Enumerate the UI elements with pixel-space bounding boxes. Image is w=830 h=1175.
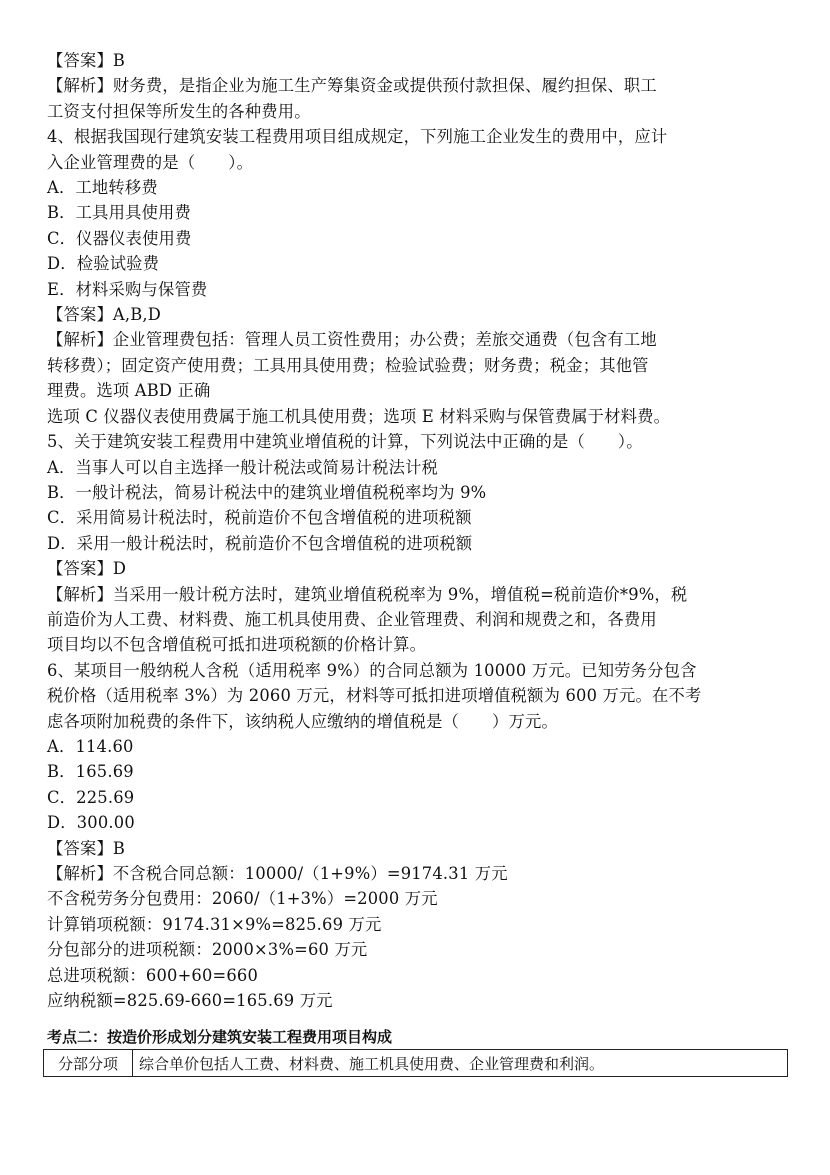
table-content-cell: 综合单价包括人工费、材料费、施工机具使用费、企业管理费和利润。: [133, 1050, 788, 1077]
q4-option-d: D．检验试验费: [47, 254, 160, 274]
cost-composition-table: [43, 1049, 788, 1077]
analysis-6-line-2: 不含税劳务分包费用：2060/（1+3%）=2000 万元: [47, 889, 438, 909]
analysis-4-line-4: 选项 C 仪器仪表使用费属于施工机具使用费；选项 E 材料采购与保管费属于材料费。: [47, 406, 671, 426]
spacer: [47, 1013, 787, 1025]
q4-option-c: C．仪器仪表使用费: [47, 228, 192, 248]
table-row: [44, 1050, 788, 1077]
document-page: [47, 48, 787, 1077]
analysis-6-line-6: 应纳税额=825.69-660=165.69 万元: [47, 991, 333, 1011]
analysis-5-line-3: 项目均以不包含增值税可抵扣进项税额的价格计算。: [47, 635, 427, 655]
analysis-4-line-1: 【解析】企业管理费包括：管理人员工资性费用；办公费；差旅交通费（包含有工地: [47, 330, 657, 350]
q4-option-e: E．材料采购与保管费: [47, 279, 208, 299]
q4-option-a: A．工地转移费: [47, 178, 158, 198]
q4-option-b: B．工具用具使用费: [47, 203, 192, 223]
analysis-4-line-3: 理费。选项 ABD 正确: [47, 381, 211, 401]
q5-option-d: D．采用一般计税法时，税前造价不包含增值税的进项税额: [47, 533, 473, 553]
analysis-6-line-3: 计算销项税额：9174.31×9%=825.69 万元: [47, 914, 382, 934]
question-4-line-1: 4、根据我国现行建筑安装工程费用项目组成规定，下列施工企业发生的费用中，应计: [47, 127, 668, 147]
question-6-line-3: 虑各项附加税费的条件下，该纳税人应缴纳的增值税是（ ）万元。: [47, 711, 558, 731]
analysis-6-line-4: 分包部分的进项税额：2000×3%=60 万元: [47, 940, 368, 960]
table-label-cell: 分部分项: [44, 1050, 133, 1077]
question-6-line-2: 税价格（适用税率 3%）为 2060 万元，材料等可抵扣进项增值税额为 600 万元。在不考: [47, 686, 702, 706]
section-title: 考点二：按造价形成划分建筑安装工程费用项目构成: [47, 1028, 393, 1047]
q5-option-b: B．一般计税法，简易计税法中的建筑业增值税税率均为 9%: [47, 482, 487, 502]
analysis-5-line-2: 前造价为人工费、材料费、施工机具使用费、企业管理费、利润和规费之和，各费用: [47, 609, 657, 629]
analysis-3-line-1: 【解析】财务费，是指企业为施工生产筹集资金或提供预付款担保、履约担保、职工: [47, 76, 657, 96]
q5-option-c: C．采用简易计税法时，税前造价不包含增值税的进项税额: [47, 508, 472, 528]
q6-option-b: B．165.69: [47, 762, 134, 782]
analysis-6-line-5: 总进项税额：600+60=660: [47, 965, 259, 985]
answer-4: 【答案】A,B,D: [47, 305, 162, 325]
q5-option-a: A．当事人可以自主选择一般计税法或简易计税法计税: [47, 457, 439, 477]
answer-6: 【答案】B: [47, 838, 126, 858]
question-6-line-1: 6、某项目一般纳税人含税（适用税率 9%）的合同总额为 10000 万元。已知劳务分包含: [47, 660, 697, 680]
analysis-3-line-2: 工资支付担保等所发生的各种费用。: [47, 101, 311, 121]
answer-5: 【答案】D: [47, 559, 127, 579]
q6-option-d: D．300.00: [47, 813, 135, 833]
q6-option-a: A．114.60: [47, 736, 134, 756]
question-4-line-2: 入企业管理费的是（ ）。: [47, 152, 254, 172]
answer-3: 【答案】B: [47, 51, 126, 70]
q6-option-c: C．225.69: [47, 787, 135, 807]
question-5: 5、关于建筑安装工程费用中建筑业增值税的计算，下列说法中正确的是（ ）。: [47, 432, 643, 452]
analysis-6-line-1: 【解析】不含税合同总额：10000/（1+9%）=9174.31 万元: [47, 864, 508, 883]
analysis-5-line-1: 【解析】当采用一般计税方法时，建筑业增值税税率为 9%，增值税=税前造价*9%，税: [47, 584, 688, 604]
analysis-4-line-2: 转移费）；固定资产使用费；工具用具使用费；检验试验费；财务费；税金；其他管: [47, 355, 649, 375]
